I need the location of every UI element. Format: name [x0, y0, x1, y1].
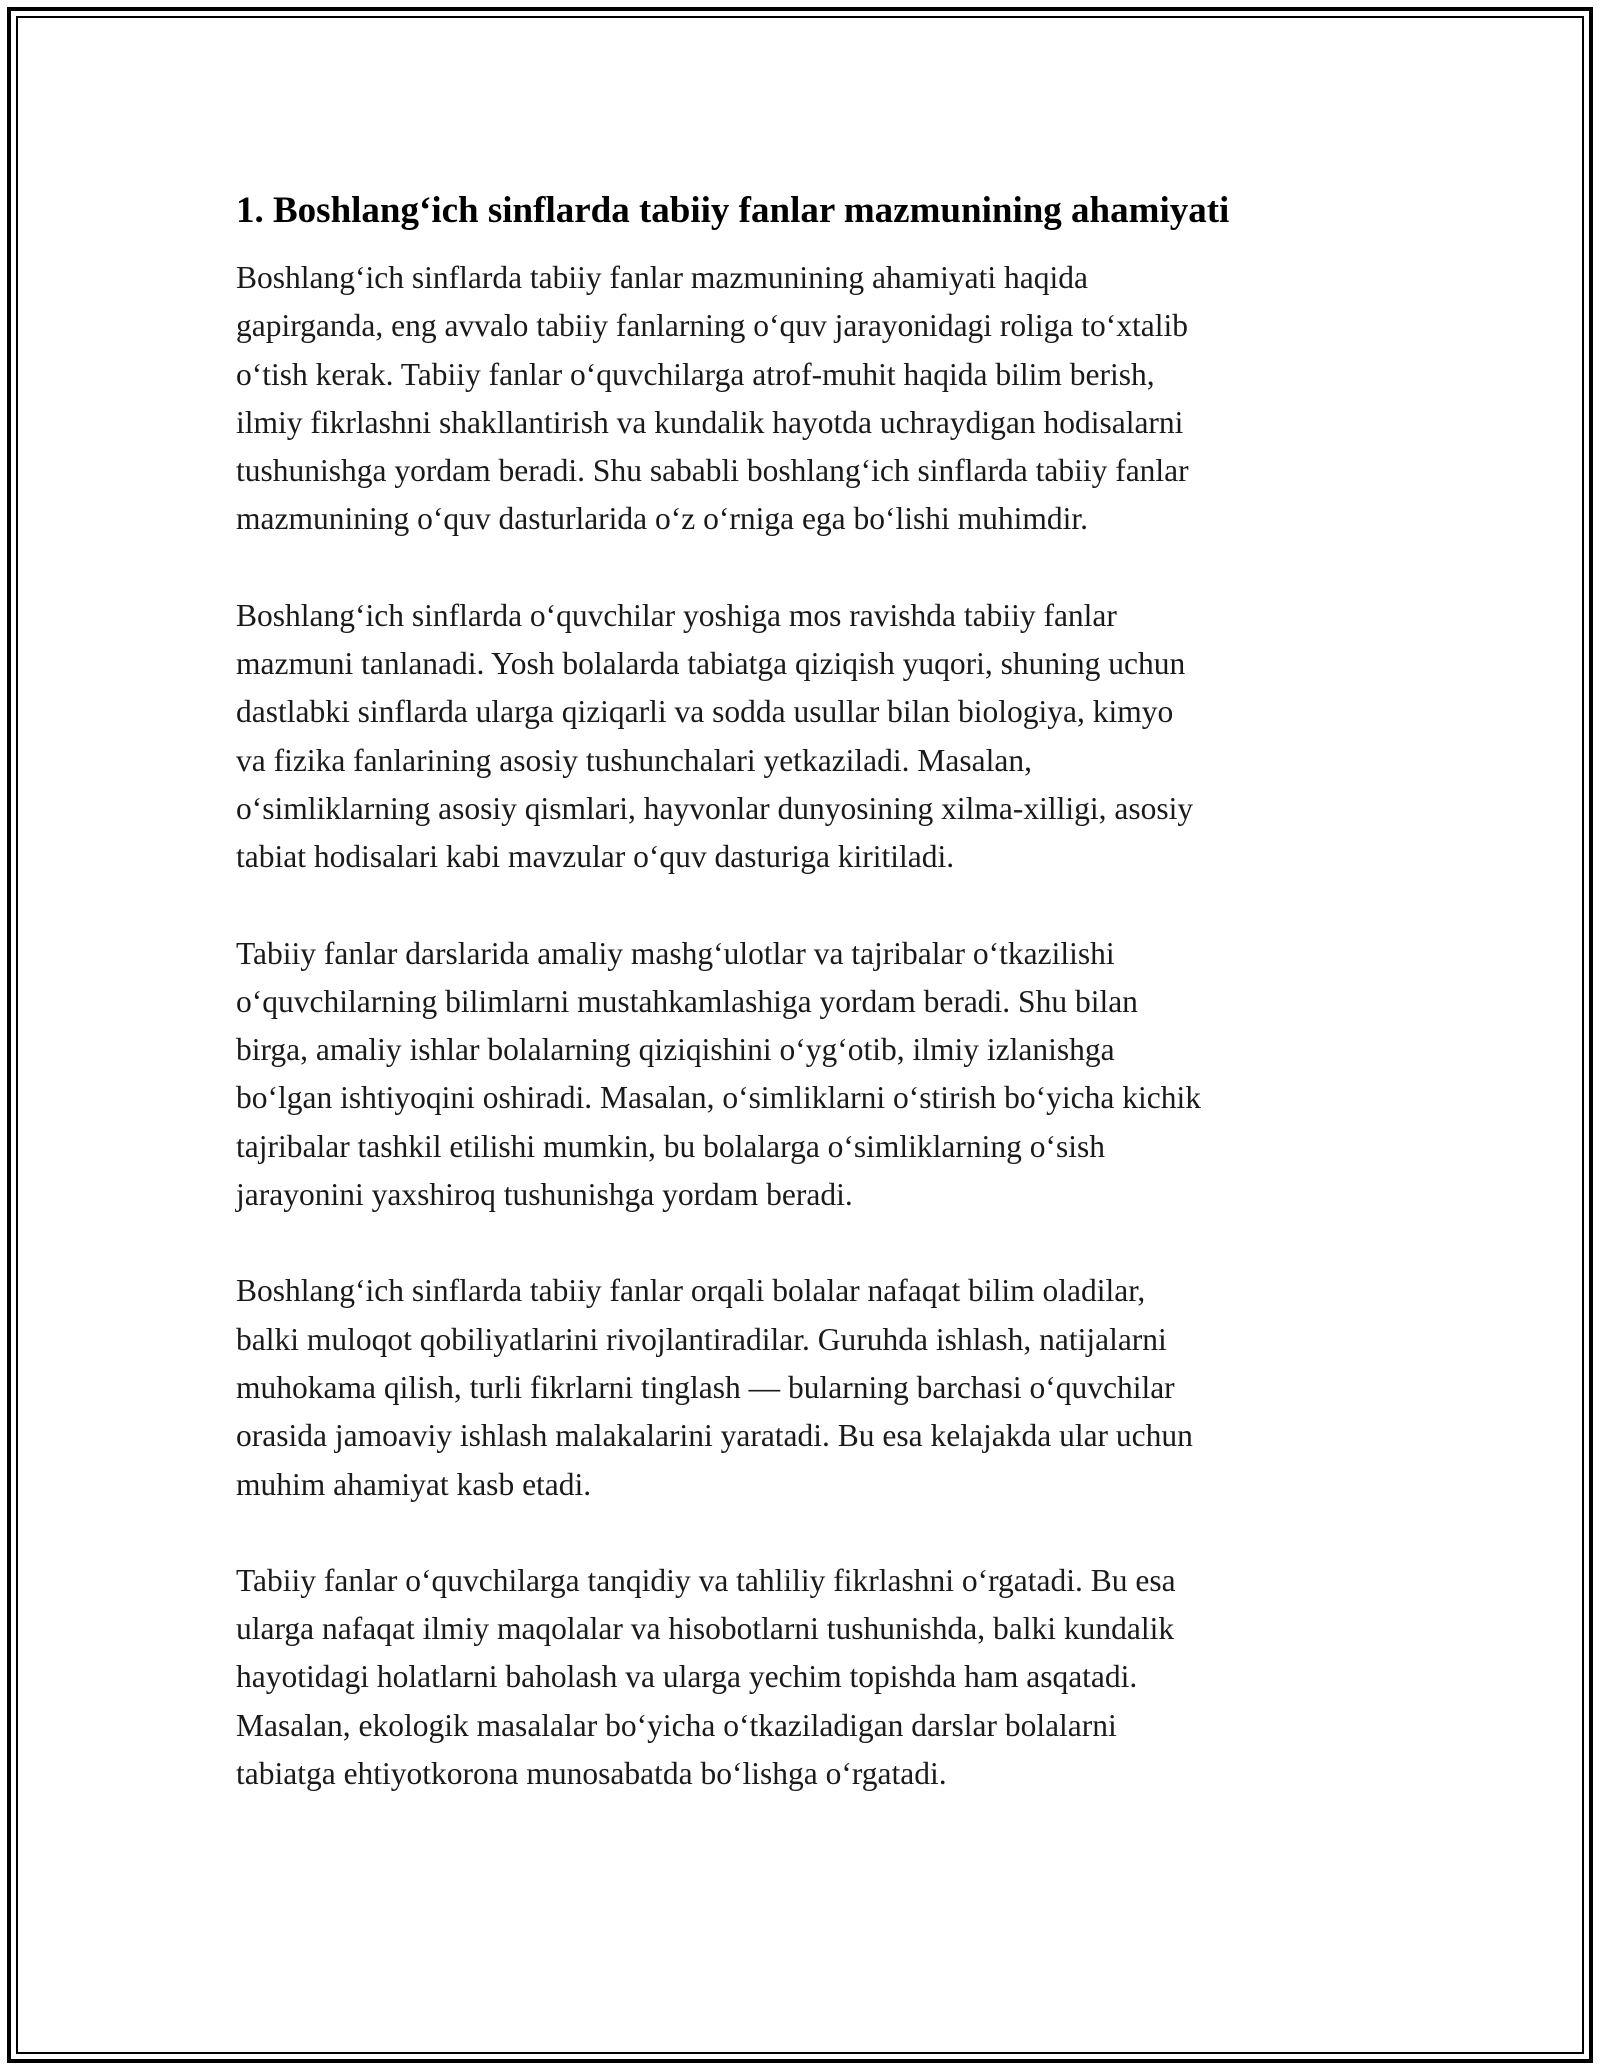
paragraph-2 — [236, 592, 1366, 882]
text-line: balki muloqot qobiliyatlarini rivojlantiradilar. Guruhda ishlash, natijalarni — [236, 1321, 1167, 1357]
paragraph-4 — [236, 1267, 1366, 1508]
text-line: orasida jamoaviy ishlash malakalarini yaratadi. Bu esa kelajakda ular uchun — [236, 1418, 1193, 1454]
text-line: Masalan, ekologik masalalar bo‘yicha o‘tkaziladigan darslar bolalarni — [236, 1707, 1117, 1743]
text-line: dastlabki sinflarda ularga qiziqarli va sodda usullar bilan biologiya, kimyo — [236, 694, 1174, 730]
text-line: o‘quvchilarning bilimlarni mustahkamlashiga yordam beradi. Shu bilan — [236, 983, 1138, 1019]
text-line: birga, amaliy ishlar bolalarning qiziqishini o‘yg‘otib, ilmiy izlanishga — [236, 1032, 1115, 1068]
text-line: va fizika fanlarining asosiy tushunchalari yetkaziladi. Masalan, — [236, 742, 1032, 778]
text-line: o‘tish kerak. Tabiiy fanlar o‘quvchilarga atrof-muhit haqida bilim berish, — [236, 356, 1155, 392]
text-line: tajribalar tashkil etilishi mumkin, bu bolalarga o‘simliklarning o‘sish — [236, 1128, 1106, 1164]
text-line: Tabiiy fanlar o‘quvchilarga tanqidiy va tahliliy fikrlashni o‘rgatadi. Bu esa — [236, 1562, 1176, 1598]
text-line: ularga nafaqat ilmiy maqolalar va hisobotlarni tushunishda, balki kundalik — [236, 1611, 1175, 1647]
text-line: muhim ahamiyat kasb etadi. — [236, 1466, 592, 1502]
text-line: ilmiy fikrlashni shakllantirish va kundalik hayotda uchraydigan hodisalarni — [236, 404, 1184, 440]
text-line: Boshlang‘ich sinflarda tabiiy fanlar orqali bolalar nafaqat bilim oladilar, — [236, 1273, 1146, 1309]
text-line: jarayonini yaxshiroq tushunishga yordam beradi. — [236, 1177, 853, 1213]
text-line: Tabiiy fanlar darslarida amaliy mashg‘ulotlar va tajribalar o‘tkazilishi — [236, 935, 1115, 971]
document-body — [236, 186, 1366, 1846]
paragraph-3 — [236, 930, 1366, 1220]
text-line: muhokama qilish, turli fikrlarni tinglash — bularning barchasi o‘quvchilar — [236, 1369, 1175, 1405]
text-line: Boshlang‘ich sinflarda o‘quvchilar yoshiga mos ravishda tabiiy fanlar — [236, 597, 1117, 633]
text-line: gapirganda, eng avvalo tabiiy fanlarning o‘quv jarayonidagi roliga to‘xtalib — [236, 308, 1188, 344]
text-line: hayotidagi holatlarni baholash va ularga yechim topishda ham asqatadi. — [236, 1659, 1138, 1695]
text-line: mazmunining o‘quv dasturlarida o‘z o‘rniga ega bo‘lishi muhimdir. — [236, 501, 1089, 537]
text-line: tushunishga yordam beradi. Shu sababli boshlang‘ich sinflarda tabiiy fanlar — [236, 453, 1189, 489]
text-line: tabiatga ehtiyotkorona munosabatda bo‘lishga o‘rgatadi. — [236, 1756, 947, 1792]
section-title: 1. Boshlang‘ich sinflarda tabiiy fanlar mazmunining ahamiyati — [236, 190, 1230, 231]
paragraph-5 — [236, 1557, 1366, 1798]
text-line: o‘simliklarning asosiy qismlari, hayvonlar dunyosining xilma-xilligi, asosiy — [236, 790, 1194, 826]
paragraph-1 — [236, 254, 1366, 544]
text-line: tabiat hodisalari kabi mavzular o‘quv dasturiga kiritiladi. — [236, 839, 955, 875]
text-line: Boshlang‘ich sinflarda tabiiy fanlar mazmunining ahamiyati haqida — [236, 260, 1088, 295]
text-line: bo‘lgan ishtiyoqini oshiradi. Masalan, o‘simliklarni o‘stirish bo‘yicha kichik — [236, 1080, 1201, 1116]
text-line: mazmuni tanlanadi. Yosh bolalarda tabiatga qiziqish yuqori, shuning uchun — [236, 646, 1186, 682]
